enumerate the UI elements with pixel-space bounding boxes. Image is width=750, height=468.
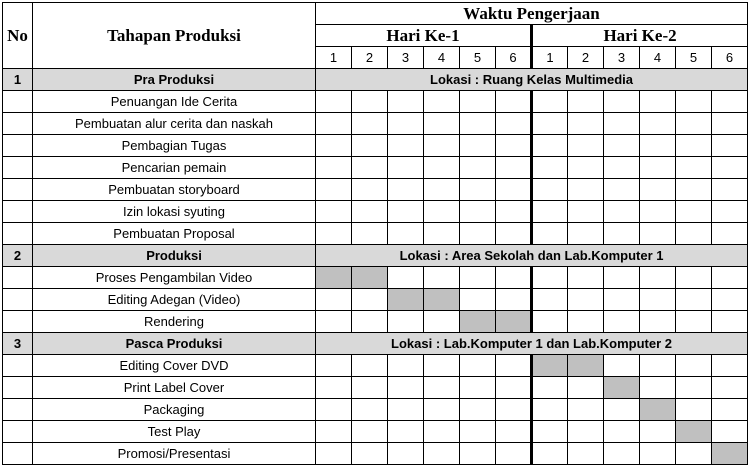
gantt-cell [388,355,424,377]
gantt-cell [676,223,712,245]
gantt-cell [388,311,424,333]
task-number-cell [3,377,33,399]
task-number-cell [3,179,33,201]
gantt-cell [352,355,388,377]
task-number-cell [3,135,33,157]
gantt-cell-filled [496,311,532,333]
gantt-cell [424,443,460,465]
gantt-cell [388,421,424,443]
gantt-cell [604,113,640,135]
task-row [3,311,748,333]
gantt-cell [604,421,640,443]
gantt-cell [316,355,352,377]
task-number-cell [3,399,33,421]
gantt-cell-filled [424,289,460,311]
gantt-cell [352,443,388,465]
gantt-cell [460,289,496,311]
section-location: Lokasi : Ruang Kelas Multimedia [316,69,748,91]
gantt-cell [388,135,424,157]
gantt-cell [316,443,352,465]
header-no: No [3,3,33,69]
gantt-cell [568,157,604,179]
header-row-time [3,3,748,25]
task-row [3,157,748,179]
gantt-cell [676,355,712,377]
gantt-cell [712,311,748,333]
gantt-cell [604,157,640,179]
gantt-cell [676,443,712,465]
gantt-cell [532,311,568,333]
gantt-cell [640,223,676,245]
gantt-cell-filled [316,267,352,289]
section-title: Pra Produksi [33,69,316,91]
slot-header-day1-3: 3 [388,47,424,69]
gantt-cell [640,355,676,377]
task-number-cell [3,201,33,223]
task-row [3,377,748,399]
gantt-cell [352,135,388,157]
gantt-cell [532,267,568,289]
task-row [3,421,748,443]
gantt-cell [352,179,388,201]
task-number-cell [3,289,33,311]
gantt-cell [460,399,496,421]
gantt-cell [712,421,748,443]
gantt-cell [460,135,496,157]
gantt-cell [424,355,460,377]
header-day-1: Hari Ke-1 [316,25,532,47]
gantt-cell [640,135,676,157]
gantt-cell [604,179,640,201]
task-row [3,223,748,245]
gantt-cell [568,289,604,311]
gantt-cell [388,113,424,135]
gantt-cell [640,267,676,289]
gantt-cell [676,113,712,135]
gantt-cell [316,311,352,333]
gantt-cell [316,201,352,223]
gantt-cell [424,201,460,223]
task-number-cell [3,91,33,113]
gantt-cell [460,91,496,113]
task-name: Pencarian pemain [33,157,316,179]
gantt-cell [496,443,532,465]
gantt-cell [424,399,460,421]
gantt-cell [568,91,604,113]
gantt-cell [424,223,460,245]
gantt-cell [640,179,676,201]
task-number-cell [3,267,33,289]
gantt-cell [532,113,568,135]
gantt-cell [352,289,388,311]
section-title: Pasca Produksi [33,333,316,355]
gantt-cell [712,179,748,201]
gantt-cell [316,91,352,113]
gantt-cell [712,113,748,135]
gantt-cell [640,113,676,135]
slot-header-day1-4: 4 [424,47,460,69]
gantt-cell [568,267,604,289]
gantt-cell [604,443,640,465]
gantt-cell-filled [460,311,496,333]
gantt-cell [388,443,424,465]
gantt-cell [568,443,604,465]
gantt-cell [532,201,568,223]
gantt-cell [568,399,604,421]
slot-header-day2-2: 2 [568,47,604,69]
gantt-cell [604,311,640,333]
gantt-cell-filled [640,399,676,421]
slot-header-day2-1: 1 [532,47,568,69]
gantt-cell [640,311,676,333]
gantt-cell [388,377,424,399]
section-row [3,245,748,267]
gantt-cell [532,91,568,113]
task-name: Test Play [33,421,316,443]
gantt-cell [640,157,676,179]
gantt-cell-filled [352,267,388,289]
task-number-cell [3,443,33,465]
section-title: Produksi [33,245,316,267]
gantt-cell [640,201,676,223]
task-name: Pembagian Tugas [33,135,316,157]
gantt-cell [568,135,604,157]
gantt-cell [496,289,532,311]
gantt-cell [640,289,676,311]
gantt-cell [352,377,388,399]
gantt-cell [388,399,424,421]
gantt-cell [568,223,604,245]
gantt-cell [712,355,748,377]
task-row [3,267,748,289]
gantt-cell [532,443,568,465]
task-row [3,355,748,377]
gantt-cell [388,267,424,289]
gantt-cell [316,113,352,135]
section-row [3,69,748,91]
gantt-cell [460,157,496,179]
gantt-cell [676,91,712,113]
gantt-cell [460,443,496,465]
gantt-cell [424,135,460,157]
task-row [3,135,748,157]
gantt-cell [460,223,496,245]
gantt-cell [532,377,568,399]
task-name: Izin lokasi syuting [33,201,316,223]
task-row [3,113,748,135]
gantt-cell [568,179,604,201]
gantt-cell [460,179,496,201]
task-name: Editing Adegan (Video) [33,289,316,311]
gantt-cell [496,201,532,223]
gantt-cell [460,201,496,223]
task-row [3,399,748,421]
gantt-cell [604,289,640,311]
task-number-cell [3,223,33,245]
gantt-cell [532,179,568,201]
task-name: Packaging [33,399,316,421]
gantt-cell [388,91,424,113]
gantt-cell [496,355,532,377]
task-number-cell [3,355,33,377]
task-number-cell [3,421,33,443]
header-time: Waktu Pengerjaan [316,3,748,25]
gantt-cell [352,157,388,179]
gantt-cell [352,91,388,113]
gantt-cell [712,289,748,311]
gantt-cell [568,377,604,399]
gantt-cell [532,223,568,245]
gantt-cell-filled [532,355,568,377]
section-row [3,333,748,355]
gantt-cell [316,179,352,201]
gantt-cell [532,289,568,311]
slot-header-day1-5: 5 [460,47,496,69]
gantt-cell [604,355,640,377]
gantt-cell [316,157,352,179]
task-number-cell [3,157,33,179]
gantt-cell [712,399,748,421]
task-name: Print Label Cover [33,377,316,399]
slot-header-day2-5: 5 [676,47,712,69]
gantt-cell [316,135,352,157]
gantt-cell [532,135,568,157]
gantt-cell [496,135,532,157]
gantt-cell [496,267,532,289]
section-location: Lokasi : Area Sekolah dan Lab.Komputer 1 [316,245,748,267]
gantt-cell [496,91,532,113]
gantt-cell [676,267,712,289]
gantt-cell [676,135,712,157]
section-number: 1 [3,69,33,91]
gantt-cell [712,223,748,245]
gantt-cell [568,201,604,223]
gantt-cell [640,443,676,465]
gantt-cell [496,421,532,443]
gantt-cell [496,179,532,201]
gantt-cell [424,377,460,399]
gantt-cell [604,267,640,289]
gantt-cell [640,91,676,113]
gantt-cell [676,399,712,421]
gantt-cell-filled [388,289,424,311]
gantt-cell [424,157,460,179]
gantt-cell [424,267,460,289]
section-number: 2 [3,245,33,267]
gantt-cell [316,377,352,399]
gantt-cell [460,267,496,289]
task-name: Pembuatan Proposal [33,223,316,245]
task-row [3,201,748,223]
task-number-cell [3,311,33,333]
gantt-cell [568,113,604,135]
gantt-cell [568,311,604,333]
slot-header-day2-4: 4 [640,47,676,69]
gantt-cell [460,377,496,399]
slot-header-day2-3: 3 [604,47,640,69]
gantt-cell [388,179,424,201]
gantt-cell [532,157,568,179]
slot-header-day2-6: 6 [712,47,748,69]
gantt-cell [352,113,388,135]
gantt-cell [424,179,460,201]
gantt-cell [712,377,748,399]
gantt-cell [676,289,712,311]
task-name: Promosi/Presentasi [33,443,316,465]
slot-header-day1-1: 1 [316,47,352,69]
gantt-cell [316,399,352,421]
task-name: Proses Pengambilan Video [33,267,316,289]
gantt-cell [712,157,748,179]
gantt-cell [568,421,604,443]
gantt-cell-filled [568,355,604,377]
task-row [3,443,748,465]
task-name: Pembuatan alur cerita dan naskah [33,113,316,135]
task-name: Penuangan Ide Cerita [33,91,316,113]
section-location: Lokasi : Lab.Komputer 1 dan Lab.Komputer 2 [316,333,748,355]
gantt-cell [352,421,388,443]
task-row [3,91,748,113]
gantt-cell [316,223,352,245]
gantt-cell [496,377,532,399]
gantt-cell [460,355,496,377]
production-schedule-table [2,2,748,465]
gantt-cell [532,421,568,443]
gantt-cell [712,135,748,157]
task-name: Rendering [33,311,316,333]
gantt-cell [496,157,532,179]
gantt-cell [676,201,712,223]
gantt-cell [388,201,424,223]
header-day-2: Hari Ke-2 [532,25,748,47]
gantt-cell [424,311,460,333]
gantt-cell [712,267,748,289]
schedule-body [3,69,748,465]
gantt-cell [604,135,640,157]
gantt-cell [604,399,640,421]
gantt-cell [460,113,496,135]
gantt-cell [604,223,640,245]
gantt-cell [496,399,532,421]
gantt-cell [316,421,352,443]
gantt-cell [712,91,748,113]
gantt-cell [388,223,424,245]
gantt-cell [424,91,460,113]
gantt-cell [424,113,460,135]
gantt-cell [604,91,640,113]
gantt-cell [676,157,712,179]
gantt-cell-filled [712,443,748,465]
gantt-cell-filled [604,377,640,399]
gantt-cell [424,421,460,443]
gantt-cell [676,311,712,333]
task-name: Editing Cover DVD [33,355,316,377]
slot-header-day1-6: 6 [496,47,532,69]
gantt-cell [640,421,676,443]
task-name: Pembuatan storyboard [33,179,316,201]
gantt-cell [460,421,496,443]
gantt-cell [712,201,748,223]
gantt-cell [604,201,640,223]
gantt-cell [352,311,388,333]
task-row [3,179,748,201]
gantt-cell [676,179,712,201]
gantt-cell [676,377,712,399]
gantt-cell [352,201,388,223]
gantt-cell [496,223,532,245]
header-stage: Tahapan Produksi [33,3,316,69]
gantt-cell-filled [676,421,712,443]
gantt-cell [388,157,424,179]
gantt-cell [316,289,352,311]
slot-header-day1-2: 2 [352,47,388,69]
gantt-cell [496,113,532,135]
gantt-cell [640,377,676,399]
gantt-cell [352,223,388,245]
gantt-cell [532,399,568,421]
task-row [3,289,748,311]
task-number-cell [3,113,33,135]
section-number: 3 [3,333,33,355]
gantt-cell [352,399,388,421]
